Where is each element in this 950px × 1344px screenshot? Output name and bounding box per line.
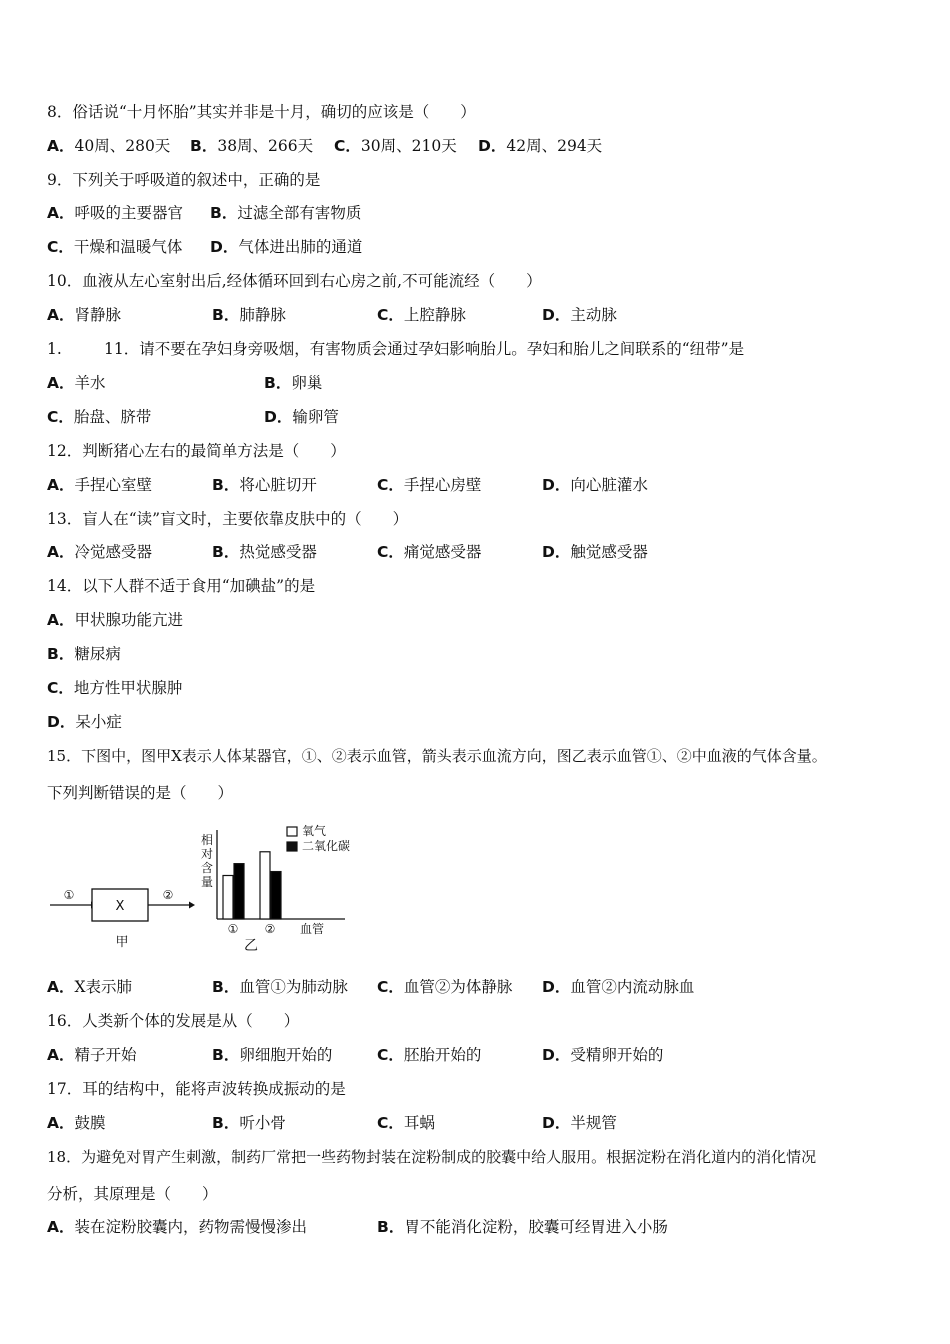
option-text: 输卵管 xyxy=(292,408,339,426)
q17-option-a[interactable] xyxy=(47,1113,106,1133)
q13-option-b[interactable] xyxy=(212,542,317,562)
option-text: 呆小症 xyxy=(75,713,122,731)
option-text: 触觉感受器 xyxy=(570,543,648,561)
bar-oxygen-vessel-2 xyxy=(260,852,270,919)
option-text: 30周、210天 xyxy=(360,137,457,155)
option-label: A． xyxy=(47,476,75,494)
x-tick-vessel-2: ② xyxy=(264,922,276,936)
option-label: B． xyxy=(190,137,218,155)
q11-option-d[interactable] xyxy=(264,407,339,427)
option-text: 冷觉感受器 xyxy=(74,543,153,561)
y-axis-char: 含 xyxy=(200,861,214,875)
legend-co2-swatch xyxy=(287,842,297,851)
option-label: B． xyxy=(212,306,240,324)
option-label: C． xyxy=(334,137,361,155)
option-label: D． xyxy=(478,137,507,155)
option-label: D． xyxy=(264,408,293,426)
legend-co2-label: 二氧化碳 xyxy=(302,839,351,853)
q10-option-d[interactable] xyxy=(542,305,617,325)
option-text: 肾静脉 xyxy=(74,306,122,324)
q14-option-d[interactable] xyxy=(47,712,122,732)
option-text: 38周、266天 xyxy=(217,137,314,155)
option-label: A． xyxy=(47,543,75,561)
option-text: 卵细胞开始的 xyxy=(239,1046,333,1064)
vessel-1-label: ① xyxy=(63,888,75,902)
option-label: C． xyxy=(377,1114,404,1132)
option-text: 受精卵开始的 xyxy=(570,1046,664,1064)
option-label: C． xyxy=(377,1046,404,1064)
option-label: C． xyxy=(47,238,74,256)
question-10-stem: 10．血液从左心室射出后,经体循环回到右心房之前,不可能流经（ ） xyxy=(47,272,542,290)
q11-option-b[interactable] xyxy=(264,373,322,393)
q18-option-a[interactable] xyxy=(47,1217,307,1237)
option-label: A． xyxy=(47,978,75,996)
option-text: 上腔静脉 xyxy=(403,306,466,324)
option-text: 40周、280天 xyxy=(74,137,171,155)
question-12-stem: 12．判断猪心左右的最简单方法是（ ） xyxy=(47,442,346,460)
option-text: 干燥和温暖气体 xyxy=(73,238,183,256)
q12-option-b[interactable] xyxy=(212,475,317,495)
q10-option-b[interactable] xyxy=(212,305,286,325)
option-text: 胚胎开始的 xyxy=(403,1046,482,1064)
option-text: X表示肺 xyxy=(74,978,133,996)
option-label: A． xyxy=(47,374,75,392)
bar-group xyxy=(223,852,281,919)
question-8-stem: 8．俗话说“十月怀胎”其实并非是十月，确切的应该是（ ） xyxy=(47,103,476,121)
q13-option-d[interactable] xyxy=(542,542,648,562)
option-text: 热觉感受器 xyxy=(239,543,317,561)
option-label: A． xyxy=(47,306,75,324)
y-axis-char: 对 xyxy=(200,847,214,861)
figure-yi xyxy=(201,823,350,954)
option-label: A． xyxy=(47,611,75,629)
q15-option-c[interactable] xyxy=(377,977,512,997)
q16-option-c[interactable] xyxy=(377,1045,481,1065)
option-text: 血管①为肺动脉 xyxy=(239,978,348,996)
option-label: C． xyxy=(47,408,74,426)
option-text: 甲状腺功能亢进 xyxy=(74,611,184,629)
q8-option-b[interactable] xyxy=(190,136,313,156)
q10-option-c[interactable] xyxy=(377,305,466,325)
option-text: 血管②内流动脉血 xyxy=(570,978,695,996)
option-label: D． xyxy=(542,306,571,324)
option-label: A． xyxy=(47,1218,75,1236)
question-18-stem-continued: 分析，其原理是（ ） xyxy=(47,1185,218,1203)
option-label: D． xyxy=(542,543,571,561)
option-label: C． xyxy=(377,476,404,494)
option-text: 耳蜗 xyxy=(403,1114,435,1132)
option-text: 手捏心室壁 xyxy=(74,476,153,494)
option-text: 呼吸的主要器官 xyxy=(74,204,184,222)
question-16-stem: 16．人类新个体的发展是从（ ） xyxy=(47,1012,300,1030)
q18-option-b[interactable] xyxy=(377,1217,668,1237)
option-text: 胎盘、脐带 xyxy=(73,408,152,426)
q14-option-c[interactable] xyxy=(47,678,182,698)
question-18-stem: 18．为避免对胃产生刺激，制药厂常把一些药物封装在淀粉制成的胶囊中给人服用。根据淀粉在消化道内的消化情况 xyxy=(47,1148,817,1166)
q12-option-d[interactable] xyxy=(542,475,648,495)
q8-option-c[interactable] xyxy=(334,136,457,156)
option-label: B． xyxy=(264,374,292,392)
y-axis-char: 相 xyxy=(200,833,214,847)
q12-option-c[interactable] xyxy=(377,475,481,495)
q15-option-b[interactable] xyxy=(212,977,348,997)
option-label: C． xyxy=(47,679,74,697)
option-text: 过滤全部有害物质 xyxy=(237,204,362,222)
option-label: A． xyxy=(47,137,75,155)
option-label: D． xyxy=(542,1114,571,1132)
option-label: B． xyxy=(212,1114,240,1132)
option-text: 痛觉感受器 xyxy=(403,543,482,561)
bar-co2-vessel-1 xyxy=(234,864,244,919)
question-13-stem: 13．盲人在“读”盲文时，主要依靠皮肤中的（ ） xyxy=(47,510,409,528)
option-text: 鼓膜 xyxy=(74,1114,106,1132)
q13-option-a[interactable] xyxy=(47,542,152,562)
option-label: B． xyxy=(210,204,238,222)
q12-option-a[interactable] xyxy=(47,475,152,495)
option-text: 卵巢 xyxy=(291,374,323,392)
option-label: C． xyxy=(377,543,404,561)
option-text: 肺静脉 xyxy=(239,306,286,324)
legend-oxygen-label: 氧气 xyxy=(302,824,327,838)
option-label: B． xyxy=(47,645,75,663)
option-text: 主动脉 xyxy=(570,306,617,324)
option-label: D． xyxy=(542,476,571,494)
option-label: C． xyxy=(377,306,404,324)
option-label: B． xyxy=(212,1046,240,1064)
q16-option-a[interactable] xyxy=(47,1045,137,1065)
question-15-stem: 15．下图中，图甲X表示人体某器官，①、②表示血管，箭头表示血流方向，图乙表示血管①、②中血液的气体含量。 xyxy=(47,747,827,765)
q16-option-b[interactable] xyxy=(212,1045,332,1065)
option-text: 向心脏灌水 xyxy=(570,476,648,494)
q14-option-a[interactable] xyxy=(47,610,183,630)
figure-yi-label: 乙 xyxy=(244,938,258,954)
option-label: D． xyxy=(542,1046,571,1064)
option-label: D． xyxy=(47,713,76,731)
q15-option-a[interactable] xyxy=(47,977,132,997)
arrow-right-icon xyxy=(189,902,195,909)
option-label: B． xyxy=(212,978,240,996)
q14-option-b[interactable] xyxy=(47,644,121,664)
q10-option-a[interactable] xyxy=(47,305,121,325)
option-text: 半规管 xyxy=(570,1114,617,1132)
q9-option-a[interactable] xyxy=(47,203,183,223)
option-text: 糖尿病 xyxy=(74,645,121,663)
option-text: 胃不能消化淀粉，胶囊可经胃进入小肠 xyxy=(404,1218,668,1236)
question-14-stem: 14．以下人群不适于食用“加碘盐”的是 xyxy=(47,577,316,595)
x-axis-label: 血管 xyxy=(299,922,325,936)
option-label: D． xyxy=(542,978,571,996)
q9-option-b[interactable] xyxy=(210,203,361,223)
figure-jia xyxy=(50,888,195,950)
bar-co2-vessel-2 xyxy=(271,872,281,919)
q11-option-a[interactable] xyxy=(47,373,106,393)
legend-oxygen-swatch xyxy=(287,827,297,836)
figure-jia-label: 甲 xyxy=(115,935,129,950)
q9-option-d[interactable] xyxy=(210,237,362,257)
q17-option-d[interactable] xyxy=(542,1113,617,1133)
q9-option-c[interactable] xyxy=(47,237,182,257)
q15-option-d[interactable] xyxy=(542,977,694,997)
option-text: 装在淀粉胶囊内，药物需慢慢渗出 xyxy=(74,1218,308,1236)
option-text: 羊水 xyxy=(74,374,106,392)
list-number-prefix: 1. xyxy=(47,340,62,358)
option-text: 听小骨 xyxy=(239,1114,286,1132)
question-17-stem: 17．耳的结构中，能将声波转换成振动的是 xyxy=(47,1080,346,1098)
question-11-stem: 11．请不要在孕妇身旁吸烟，有害物质会通过孕妇影响胎儿。孕妇和胎儿之间联系的“纽带”是 xyxy=(104,340,745,358)
q17-option-b[interactable] xyxy=(212,1113,286,1133)
option-text: 气体进出肺的通道 xyxy=(238,238,363,256)
option-text: 手捏心房壁 xyxy=(403,476,482,494)
option-text: 血管②为体静脉 xyxy=(403,978,513,996)
bar-oxygen-vessel-1 xyxy=(223,876,233,920)
option-text: 42周、294天 xyxy=(506,137,603,155)
option-label: D． xyxy=(210,238,239,256)
q16-option-d[interactable] xyxy=(542,1045,663,1065)
x-tick-vessel-1: ① xyxy=(227,922,239,936)
q8-option-a[interactable] xyxy=(47,136,170,156)
vessel-2-label: ② xyxy=(162,888,174,902)
q17-option-c[interactable] xyxy=(377,1113,435,1133)
option-label: C． xyxy=(377,978,404,996)
option-label: A． xyxy=(47,204,75,222)
q13-option-c[interactable] xyxy=(377,542,481,562)
option-text: 精子开始 xyxy=(74,1046,137,1064)
option-label: A． xyxy=(47,1114,75,1132)
question-15-stem-continued: 下列判断错误的是（ ） xyxy=(47,784,234,802)
option-text: 地方性甲状腺肿 xyxy=(73,679,183,697)
organ-x-label: X xyxy=(115,899,125,914)
option-label: B． xyxy=(212,543,240,561)
option-label: A． xyxy=(47,1046,75,1064)
option-label: B． xyxy=(377,1218,405,1236)
option-label: B． xyxy=(212,476,240,494)
option-text: 将心脏切开 xyxy=(239,476,317,494)
blood-vessel-figure xyxy=(47,818,367,958)
q11-option-c[interactable] xyxy=(47,407,151,427)
question-9-stem: 9．下列关于呼吸道的叙述中，正确的是 xyxy=(47,171,321,189)
y-axis-char: 量 xyxy=(200,875,214,889)
q8-option-d[interactable] xyxy=(478,136,602,156)
